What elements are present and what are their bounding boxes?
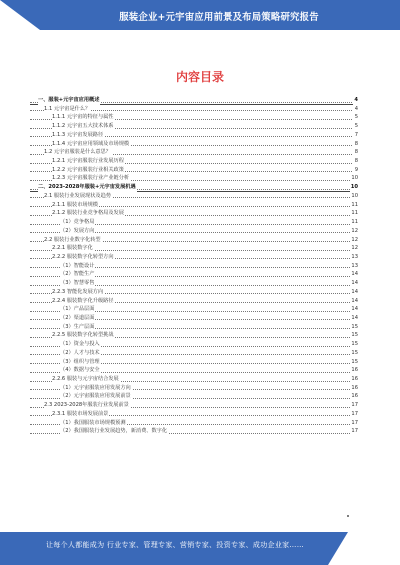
toc-entry-page: 12 (351, 236, 358, 243)
toc-entry-label: 2.2.3 智能化发展方向 (52, 288, 104, 295)
toc-entry-label: （2）发展方向 (60, 227, 95, 234)
toc-entry-label: （1）智能设计 (60, 262, 95, 269)
toc-entry[interactable] (30, 419, 358, 428)
table-of-contents (30, 96, 358, 436)
toc-entry-page: 4 (354, 105, 358, 112)
toc-entry-page: 14 (351, 280, 358, 287)
report-title: 服装企业+元宇宙应用前景及布局策略研究报告 (119, 12, 319, 23)
toc-entry[interactable] (30, 331, 358, 340)
toc-entry-page: 15 (351, 341, 358, 348)
toc-entry-label: 1.2.3 元宇宙服装行业产业链分析 (52, 175, 130, 182)
toc-entry[interactable] (30, 410, 358, 419)
toc-entry-label: 2.3 2023-2028年服装行业发展前景 (44, 402, 129, 409)
toc-entry-page: 15 (351, 349, 358, 356)
toc-entry-page: 8 (354, 140, 358, 147)
toc-entry[interactable] (30, 279, 358, 288)
toc-entry-page: 7 (354, 131, 358, 138)
toc-entry-page: 9 (354, 166, 358, 173)
toc-entry-page: 14 (351, 306, 358, 313)
toc-entry-label: 1.2.1 元宇宙服装行业发展历程 (52, 158, 124, 165)
toc-entry[interactable] (30, 166, 358, 175)
toc-entry-page: 17 (351, 428, 358, 435)
toc-entry-label: 1.1.2 元宇宙五大技术体系 (52, 123, 114, 130)
toc-entry-label: 2.2 服装行业数字化转型 (44, 236, 101, 243)
toc-entry[interactable] (30, 183, 358, 192)
toc-entry-label: （1）元宇宙服装应用发展方向 (60, 384, 131, 391)
toc-entry[interactable] (30, 401, 358, 410)
toc-entry[interactable] (30, 140, 358, 149)
toc-entry-label: （1）竞争格局 (60, 219, 95, 226)
toc-entry-page: 11 (351, 201, 358, 208)
toc-entry-page: 16 (351, 384, 358, 391)
toc-entry-label: 1.1.1 元宇宙的特征与属性 (52, 114, 114, 121)
footer-slogan: 让每个人都能成为 行业专家、管理专家、营销专家、投资专家、成功企业家…… (46, 541, 305, 549)
toc-entry[interactable] (30, 366, 358, 375)
toc-entry-label: 二、2023-2028年服装+元宇宙发展机遇 (38, 184, 136, 191)
toc-entry-page: 10 (351, 192, 358, 199)
toc-entry-label: 2.2.6 服装与元宇宙结合发展 (52, 376, 119, 382)
toc-entry-page: 12 (351, 227, 358, 234)
toc-entry-label: 2.2.2 服装数字化转型方向 (52, 253, 114, 260)
toc-entry-label: 2.2.5 服装数字化转型挑战 (52, 332, 114, 339)
toc-entry-label: 1.1.4 元宇宙应用领域及市场规模 (52, 140, 130, 147)
toc-entry-page: 14 (351, 288, 358, 295)
toc-entry[interactable] (30, 288, 358, 297)
toc-entry-label: 2.3.1 服装市场发展前景 (52, 410, 109, 417)
toc-entry-label: （3）生产层面 (60, 323, 95, 330)
toc-entry-page: 17 (351, 402, 358, 409)
toc-entry[interactable] (30, 358, 358, 367)
toc-entry[interactable] (30, 244, 358, 253)
toc-entry-page: 15 (351, 358, 358, 365)
toc-entry-label: （4）数据与安全 (60, 367, 100, 374)
toc-entry-page: 11 (351, 210, 358, 217)
toc-entry-page: 16 (351, 393, 358, 400)
toc-entry[interactable] (30, 157, 358, 166)
toc-entry[interactable] (30, 253, 358, 262)
toc-entry-label: （2）渠道层面 (60, 314, 95, 321)
toc-entry-page: 14 (351, 297, 358, 304)
toc-entry-page: 5 (354, 123, 358, 130)
toc-entry[interactable] (30, 113, 358, 122)
toc-entry[interactable] (30, 227, 358, 236)
toc-entry-page: 10 (351, 175, 358, 182)
toc-entry[interactable] (30, 218, 358, 227)
toc-entry[interactable] (30, 349, 358, 358)
toc-entry[interactable] (30, 340, 358, 349)
toc-entry[interactable] (30, 262, 358, 271)
toc-entry-page: 4 (354, 97, 358, 103)
toc-entry-label: （1）我国服装市场规模预测 (60, 419, 126, 426)
page-marker-dot (347, 515, 349, 517)
toc-entry-label: 一、服装+元宇宙应用概述 (38, 97, 100, 103)
toc-entry-label: 1.2.2 元宇宙服装行业相关政策 (52, 166, 124, 173)
toc-heading: 内容目录 (175, 70, 224, 84)
toc-entry[interactable] (30, 392, 358, 401)
toc-entry-label: 2.1.2 服装行业竞争格局及发展 (52, 210, 124, 217)
toc-entry-page: 16 (351, 376, 358, 382)
toc-entry[interactable] (30, 305, 358, 314)
toc-entry[interactable] (30, 131, 358, 140)
toc-entry-page: 13 (351, 262, 358, 269)
toc-entry[interactable] (30, 174, 358, 183)
toc-entry-page: 5 (354, 114, 358, 121)
toc-entry[interactable] (30, 105, 358, 114)
toc-entry-page: 12 (351, 245, 358, 252)
toc-entry[interactable] (30, 375, 358, 384)
toc-entry-label: 2.1 服装行业发展现状及趋势 (44, 192, 111, 199)
toc-entry-label: （3）智慧零售 (60, 280, 95, 287)
toc-entry-label: （3）组织与管理 (60, 358, 100, 365)
toc-entry-label: （2）元宇宙服装应用发展前景 (60, 393, 131, 400)
toc-entry-page: 8 (354, 158, 358, 165)
toc-entry-label: 1.2 元宇宙服装是什么意思？ (44, 149, 111, 156)
toc-entry-label: 2.2.4 服装数字化升级路径 (52, 297, 114, 304)
toc-entry[interactable] (30, 148, 358, 157)
toc-entry-page: 14 (351, 271, 358, 278)
toc-entry[interactable] (30, 236, 358, 245)
toc-entry[interactable] (30, 384, 358, 393)
toc-entry-label: 2.2.1 服装数字化 (52, 245, 93, 252)
toc-entry-label: 1.1 元宇宙是什么？ (44, 105, 91, 112)
toc-entry-label: （1）资金与投入 (60, 341, 100, 348)
toc-entry-label: 1.1.3 元宇宙发展路径 (52, 131, 104, 138)
toc-entry-label: （2）人才与技术 (60, 349, 100, 356)
toc-entry[interactable] (30, 96, 358, 105)
toc-entry[interactable] (30, 122, 358, 131)
toc-entry[interactable] (30, 192, 358, 201)
toc-entry-page: 14 (351, 314, 358, 321)
toc-entry[interactable] (30, 314, 358, 323)
toc-entry[interactable] (30, 297, 358, 306)
toc-entry-page: 8 (354, 149, 358, 156)
toc-entry-page: 15 (351, 332, 358, 339)
toc-entry[interactable] (30, 323, 358, 332)
toc-entry-label: （2）智能生产 (60, 271, 95, 278)
toc-entry-label: （1）产品层面 (60, 306, 95, 313)
toc-entry-page: 13 (351, 253, 358, 260)
toc-entry-page: 10 (350, 184, 358, 191)
toc-entry[interactable] (30, 209, 358, 218)
toc-entry-page: 11 (351, 219, 358, 226)
toc-entry[interactable] (30, 270, 358, 279)
toc-entry-page: 17 (351, 410, 358, 417)
toc-entry-page: 15 (351, 323, 358, 330)
toc-entry[interactable] (30, 427, 358, 436)
toc-entry-label: 2.1.1 服装市场规模 (52, 201, 98, 208)
toc-entry-label: （2）我国服装行业发展趋势，新消费、数字化 (60, 428, 168, 435)
toc-entry-page: 17 (351, 419, 358, 426)
toc-entry-page: 16 (351, 367, 358, 374)
toc-entry[interactable] (30, 201, 358, 210)
